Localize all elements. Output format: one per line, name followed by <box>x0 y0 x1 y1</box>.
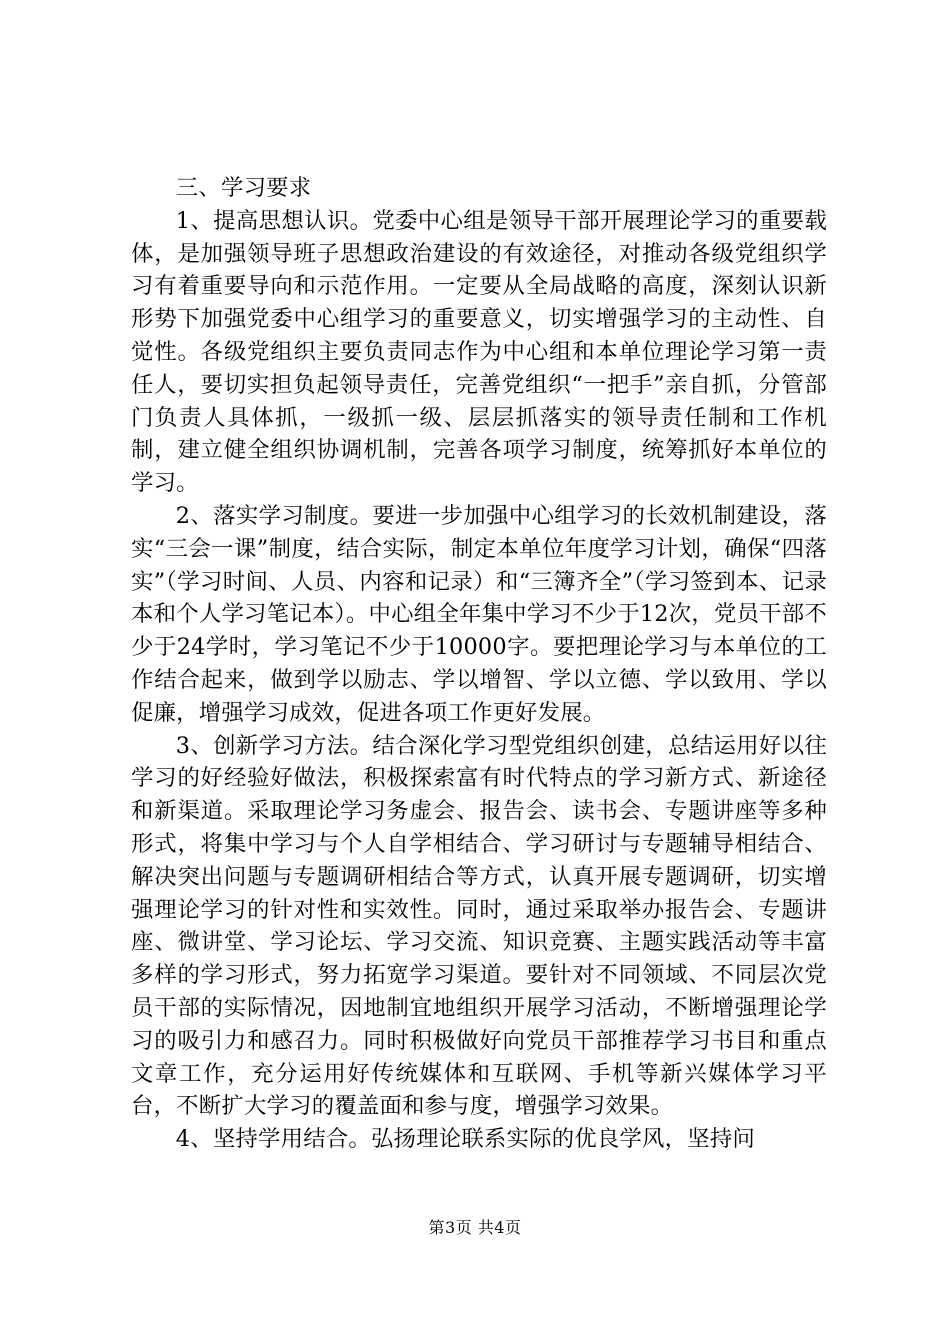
section-heading: 三、学习要求 <box>175 175 312 201</box>
paragraph-3: 3、创新学习方法。结合深化学习型党组织创建，总结运用好以往学习的好经验好做法，积极探索富有时代特点的学习新方式、新途径和新渠道。采取理论学习务虚会、报告会、读书会、专题讲座等多种形式，将集中学习与个人自学相结合、学习研讨与专题辅导相结合、解决突出问题与专题调研相结合等方式，认真开展专题调研，切实增强理论学习的针对性和实效性。同时，通过采取举办报告会、专题讲座、微讲堂、学习论坛、学习交流、知识竞赛、主题实践活动等丰富多样的学习形式，努力拓宽学习渠道。要针对不同领域、不同层次党员干部的实际情况，因地制宜地组织开展学习活动，不断增强理论学习的吸引力和感召力。同时积极做好向党员干部推荐学习书目和重点文章工作，充分运用好传统媒体和互联网、手机等新兴媒体学习平台，不断扩大学习的覆盖面和参与度，增强学习效果。 <box>131 732 827 1120</box>
paragraph-1: 1、提高思想认识。党委中心组是领导干部开展理论学习的重要载体，是加强领导班子思想政治建设的有效途径，对推动各级党组织学习有着重要导向和示范作用。一定要从全局战略的高度，深刻认识新形势下加强党委中心组学习的重要意义，切实增强学习的主动性、自觉性。各级党组织主要负责同志作为中心组和本单位理论学习第一责任人，要切实担负起领导责任，完善党组织“一把手”亲自抓，分管部门负责人具体抓，一级抓一级、层层抓落实的领导责任制和工作机制，建立健全组织协调机制，完善各项学习制度，统筹抓好本单位的学习。 <box>131 207 827 497</box>
paragraph-4: 4、坚持学用结合。弘扬理论联系实际的优良学风，坚持问 <box>175 1126 756 1153</box>
paragraph-2: 2、落实学习制度。要进一步加强中心组学习的长效机制建设，落实“三会一课”制度，结合实际，制定本单位年度学习计划，确保“四落实”（学习时间、人员、内容和记录）和“三簿齐全”（学习签到本、记录本和个人学习笔记本）。中心组全年集中学习不少于12次，党员干部不少于24学时，学习笔记不少于10000字。要把理论学习与本单位的工作结合起来，做到学以励志、学以增智、学以立德、学以致用、学以促廉，增强学习成效，促进各项工作更好发展。 <box>131 502 827 726</box>
document-body <box>131 172 827 1156</box>
page-number-footer: 第3页 共4页 <box>428 1218 522 1237</box>
